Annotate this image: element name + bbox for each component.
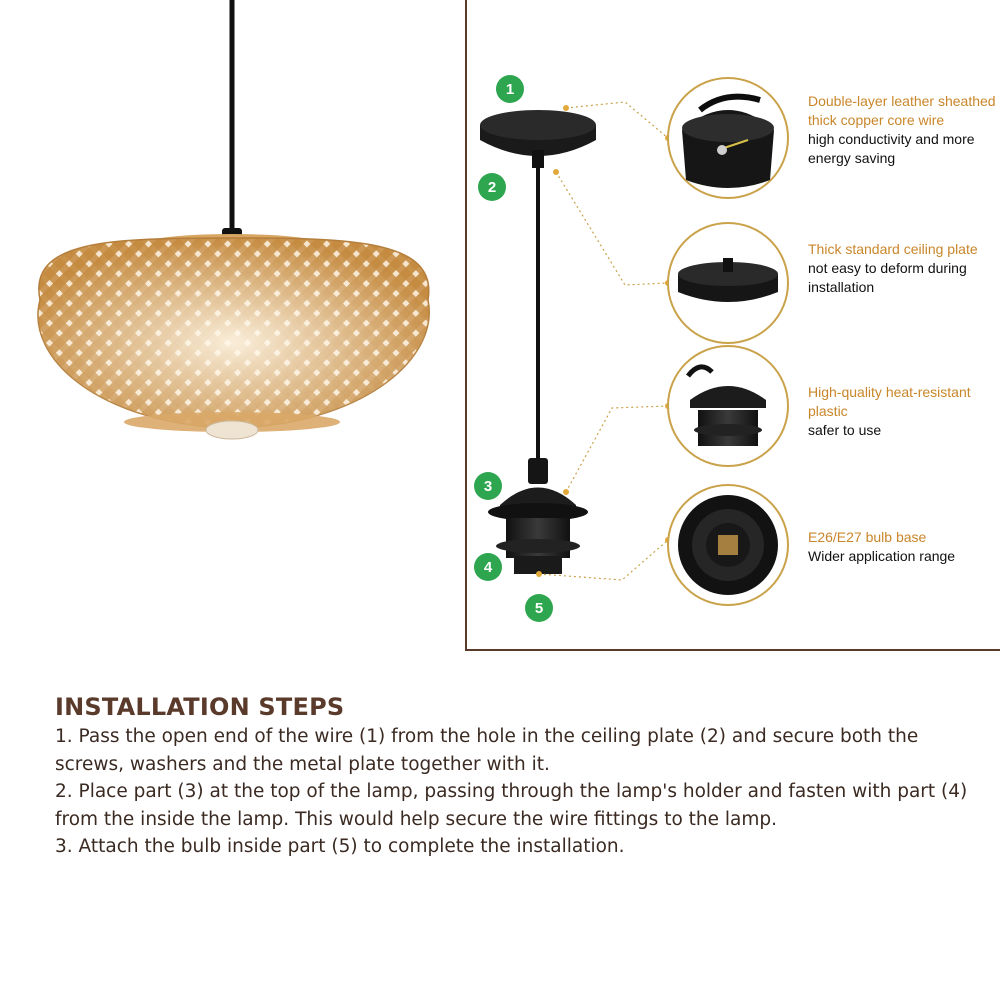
feature-description: safer to use xyxy=(808,422,882,438)
installation-step-3: 3. Attach the bulb inside part (5) to complete the installation. xyxy=(55,836,625,857)
inner-glow xyxy=(38,238,429,428)
feature-description: not easy to deform during installation xyxy=(808,260,967,295)
part-number-5: 5 xyxy=(534,600,544,617)
feature-highlight: Thick standard ceiling plate xyxy=(808,241,978,257)
part-number-4: 4 xyxy=(483,559,493,576)
feature-highlight: Double-layer leather sheathed thick copper core wire xyxy=(808,93,996,128)
installation-step-2: 2. Place part (3) at the top of the lamp, passing through the lamp's holder and fasten with part (4) from the inside the lamp. This would help secure the wire fittings to the lamp. xyxy=(55,781,968,830)
installation-heading: INSTALLATION STEPS xyxy=(55,693,345,721)
feature-callout-base xyxy=(808,528,1000,566)
bamboo-pendant-lamp xyxy=(38,0,429,439)
installation-step-1: 1. Pass the open end of the wire (1) from the hole in the ceiling plate (2) and secure both the screws, washers and the metal plate together with it. xyxy=(55,726,919,775)
feature-description: Wider application range xyxy=(808,548,956,564)
feature-description: high conductivity and more energy saving xyxy=(808,131,975,166)
installation-steps xyxy=(55,693,975,861)
feature-highlight: High-quality heat-resistant plastic xyxy=(808,384,971,419)
feature-highlight: E26/E27 bulb base xyxy=(808,529,927,545)
feature-callout-wire xyxy=(808,92,1000,168)
bulb xyxy=(206,421,258,439)
feature-callout-plastic xyxy=(808,383,1000,440)
part-number-1: 1 xyxy=(505,81,515,98)
part-number-3: 3 xyxy=(483,478,493,495)
part-number-2: 2 xyxy=(487,179,497,196)
feature-callout-plate xyxy=(808,240,1000,297)
